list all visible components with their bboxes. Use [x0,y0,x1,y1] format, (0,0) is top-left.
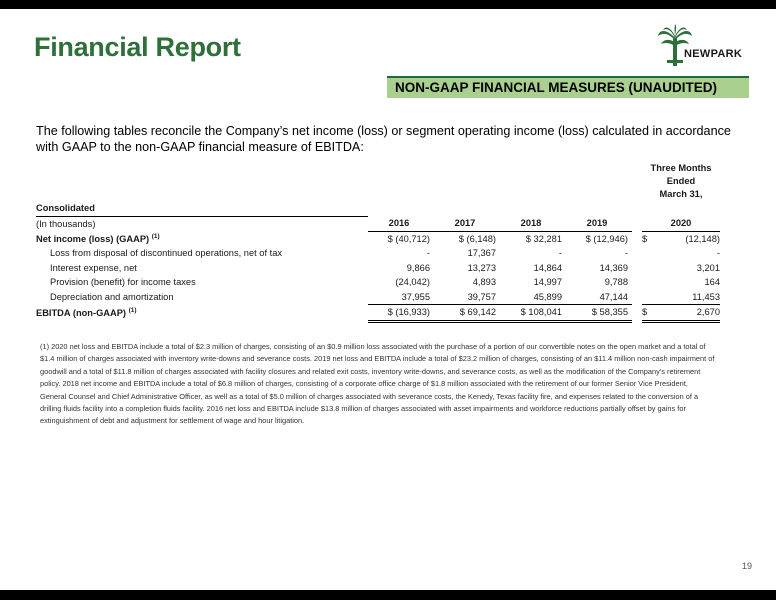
row-label: Depreciation and amortization [50,292,174,302]
table-row-total [36,305,720,322]
table-cell: $ 58,355 [566,305,632,322]
table-cell: $ (6,148) [458,233,496,244]
table-cell: 9,788 [604,277,628,288]
table-cell: - [624,248,628,259]
table-cell: 14,864 [533,262,562,273]
row-label: EBITDA (non-GAAP) $^{(1)}$ [36,307,137,319]
table-row [36,231,720,246]
section-label: Consolidated [36,201,368,216]
year-2020: 2020 [642,216,720,231]
table-row [36,275,720,290]
table-row [36,290,720,305]
table-cell: 9,866 [406,262,430,273]
table-cell: - [558,248,562,259]
table-row [36,246,720,261]
table-cell: 47,144 [566,290,632,305]
table-cell-ytd: - [716,248,720,259]
table-cell-ytd: 11,453 [642,290,720,305]
table-cell: $ (40,712) [387,233,430,244]
table-cell: $ (16,933) [368,305,434,322]
table-cell: 13,273 [467,262,496,273]
row-label: Provision (benefit) for income taxes [50,277,196,288]
table-header-row [36,162,720,201]
year-2017: 2017 [434,216,500,231]
page-title: Financial Report [34,32,241,62]
bottom-bar [0,590,776,600]
row-label: Net income (loss) (GAAP) $^{(1)}$ [36,232,160,245]
table-cell: 14,997 [533,277,562,288]
table-cell: 45,899 [500,290,566,305]
units-label: (In thousands) [36,218,96,229]
table-cell-ytd: 164 [704,277,720,288]
table-cell: (24,042) [395,277,430,288]
top-bar [0,0,776,9]
row-label: Loss from disposal of discontinued operations, net of tax [50,248,283,259]
section-banner: NON-GAAP FINANCIAL MEASURES (UNAUDITED) [387,78,749,98]
table-cell: 39,757 [434,290,500,305]
table-cell: $ 32,281 [525,233,562,244]
table-cell: $ (12,946) [585,233,628,244]
year-2018: 2018 [500,216,566,231]
table-cell: 37,955 [368,290,434,305]
table-cell-ytd: $ 2,670 [642,305,720,322]
ebitda-reconciliation-table [36,162,720,323]
page-number: 19 [742,561,753,571]
table-cell: $ 69,142 [434,305,500,322]
table-cell: 17,367 [467,248,496,259]
footnote: (1) 2020 net loss and EBITDA include a total of $2.3 million of charges, consisting of an $0.9 million loss associated with the purchase of a portion of our convertible notes on the open market and a total of $1.4 million of charges associated with inventory write-downs and severance costs. 2019 net loss and EBITDA include a total of $23.2 million of charges, consisting of an $11.4 million non-cash impairment of goodwill and a total of $11.8 million of charges associated with facility closures and related exit costs, inventory write-downs, and severance costs, as well as the modification of the Company’s retirement policy. 2018 net income and EBITDA include a total of $6.8 million of charges, consisting of a corporate office charge of $1.8 million associated with the retirement of our former Senior Vice President, General Counsel and Chief Administrative Officer, as well as a total of $5.0 million of charges associated with severance costs, the Kenedy, Texas facility fire, and expenses related to the conversion of a drilling fluids facility into a completion fluids facility. 2016 net loss and EBITDA include $13.8 million of charges associated with asset impairments and workforce reductions partially offset by gains for extinguishment of debt and adjustment for settlement of wage and hour litigation. [40,342,715,426]
row-label: Interest expense, net [50,262,137,273]
section-row [36,201,720,216]
table-cell: - [426,248,430,259]
table-cell-ytd: $ (12,148) [642,233,720,244]
table-cell-ytd: 3,201 [696,262,720,273]
year-header-row [36,216,720,231]
logo-wordmark: NEWPARK [684,48,743,60]
intro-paragraph: The following tables reconcile the Company’s net income (loss) or segment operating income (loss) calculated in accordance with GAAP to the non-GAAP financial measure of EBITDA: [36,124,731,154]
table-cell: 14,369 [599,262,628,273]
year-2016: 2016 [368,216,434,231]
newpark-logo-icon [656,24,766,68]
table-cell: $ 108,041 [500,305,566,322]
period-header: Three Months Ended March 31, [650,163,712,199]
table-cell: 4,893 [472,277,496,288]
table-row [36,261,720,276]
year-2019: 2019 [566,216,632,231]
